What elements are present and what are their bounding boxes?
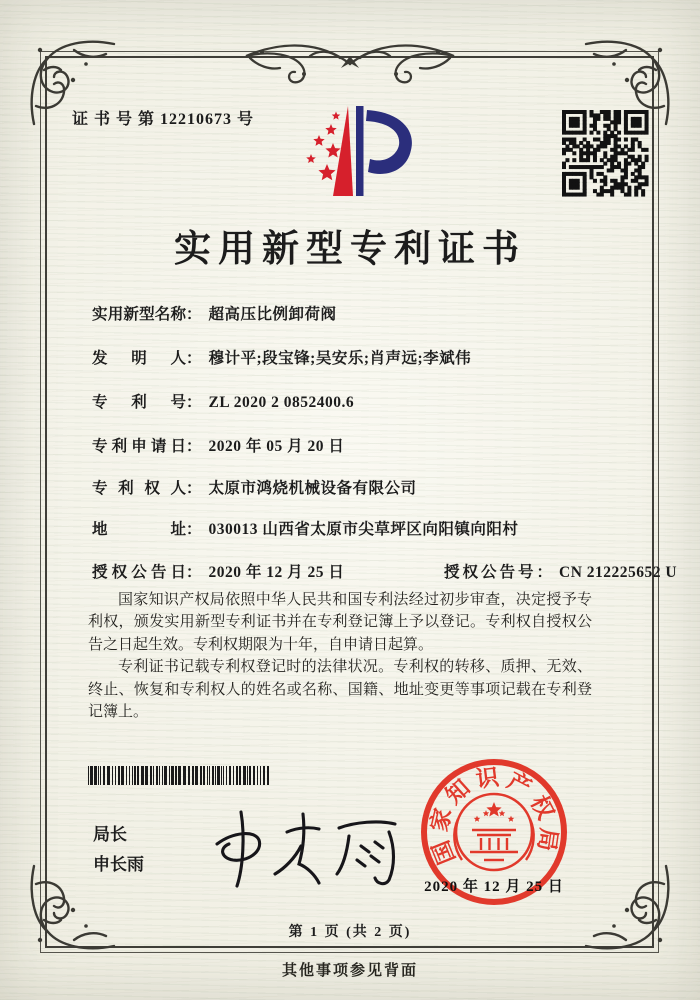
qr-code <box>562 110 648 196</box>
top-center-flourish <box>230 30 470 88</box>
field-label: 专利权人 <box>92 480 186 497</box>
field-value: CN 212225652 U <box>559 564 678 581</box>
svg-text:局: 局 <box>533 826 562 853</box>
svg-text:权: 权 <box>525 791 559 824</box>
svg-text:识: 识 <box>474 764 501 793</box>
logo-bar <box>356 106 364 196</box>
field-value: 030013 山西省太原市尖草坪区向阳镇向阳村 <box>208 521 519 538</box>
legal-text <box>88 589 592 723</box>
field-label: 专利申请日 <box>92 438 186 455</box>
field-row-grant <box>92 560 678 582</box>
field-colon: ： <box>186 480 202 497</box>
svg-text:知: 知 <box>440 774 475 809</box>
field-colon: ： <box>186 394 202 411</box>
svg-text:产: 产 <box>503 767 536 801</box>
field-value: 太原市鸿烧机械设备有限公司 <box>208 480 417 497</box>
page-number: 第 1 页 (共 2 页) <box>288 925 412 940</box>
field-label: 授权公告日 <box>92 564 186 581</box>
field-label: 实用新型名称 <box>92 306 186 323</box>
seal-date: 2020 年 12 月 25 日 <box>424 879 564 895</box>
svg-text:家: 家 <box>426 805 457 834</box>
field-colon: ： <box>186 438 202 455</box>
field-label: 专利号 <box>92 394 186 411</box>
field-row-patentee <box>92 476 417 498</box>
certificate-title: 实用新型专利证书 <box>174 229 526 270</box>
field-colon: ： <box>536 564 553 581</box>
field-value: 2020 年 05 月 20 日 <box>208 438 345 455</box>
field-colon: ： <box>186 350 202 367</box>
field-row-patent-no <box>92 390 354 412</box>
field-row-name <box>92 302 337 324</box>
field-colon: ： <box>186 306 202 323</box>
field-value: 超高压比例卸荷阀 <box>208 306 337 323</box>
director-title: 局长 <box>93 825 127 844</box>
logo-stars <box>306 112 340 181</box>
legal-paragraph-2: 专利证书记载专利权登记时的法律状况。专利权的转移、质押、无效、终止、恢复和专利权人的姓名或名称、国籍、地址变更等事项记载在专利登记簿上。 <box>88 659 592 721</box>
field-row-filing-date <box>92 434 344 456</box>
field-label: 授权公告号 <box>444 564 537 581</box>
field-value: 穆计平;段宝锋;吴安乐;肖声远;李斌伟 <box>208 350 472 367</box>
logo-p-bowl <box>366 110 412 174</box>
cnipa-logo <box>288 103 422 203</box>
director-signature <box>203 806 403 891</box>
field-colon: ： <box>186 564 202 581</box>
legal-paragraph-1: 国家知识产权局依照中华人民共和国专利法经过初步审查，决定授予专利权，颁发实用新型专利证书并在专利登记簿上予以登记。专利权自授权公告之日起生效。专利权期限为十年，自申请日起算。 <box>88 592 592 653</box>
field-value: ZL 2020 2 0852400.6 <box>208 394 355 411</box>
back-side-note: 其他事项参见背面 <box>281 963 418 979</box>
field-value: 2020 年 12 月 25 日 <box>208 564 345 581</box>
field-colon: ： <box>186 521 202 538</box>
field-row-inventors <box>92 346 471 368</box>
grant-number-pair <box>444 560 677 582</box>
barcode <box>88 766 272 785</box>
national-emblem <box>454 794 533 870</box>
field-label: 发明人 <box>92 350 186 367</box>
field-label: 地址 <box>92 521 186 538</box>
certificate-number: 证 书 号 第 12210673 号 <box>72 111 255 128</box>
director-name: 申长雨 <box>93 855 144 874</box>
svg-text:国: 国 <box>428 836 460 868</box>
field-row-address <box>92 517 518 539</box>
